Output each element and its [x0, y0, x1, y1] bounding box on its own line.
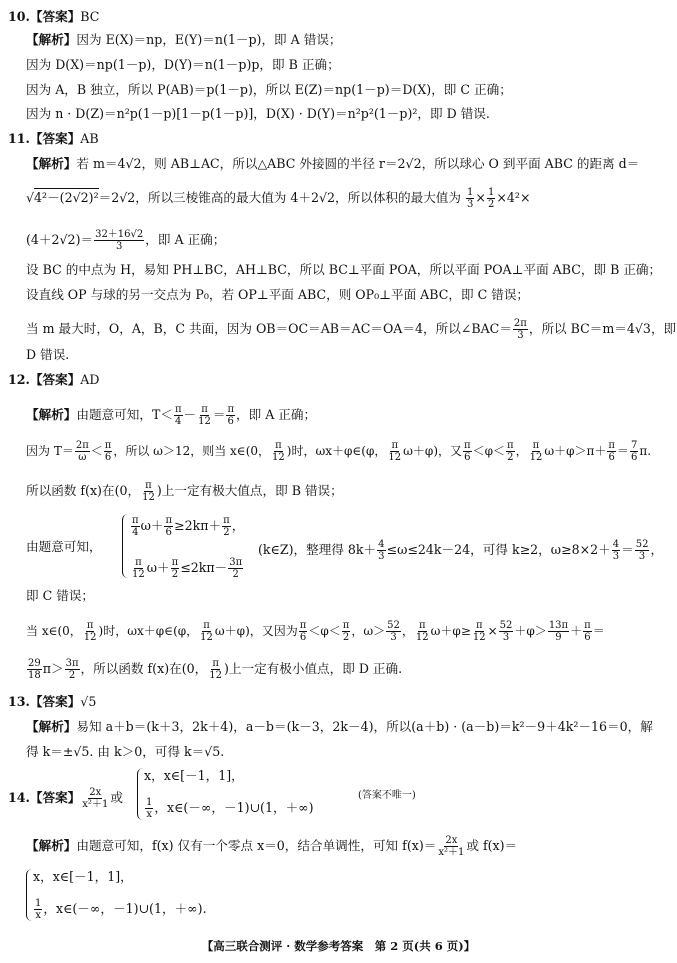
q10-analysis-4: 因为 n · D(Z)＝n²p(1－p)[1－p(1－p)]，D(X) · D(Y)＝n²p²(1－p)²，即 D 错误.	[26, 106, 490, 121]
q14-analysis-1: 【解析】由题意可知，f(x) 仅有一个零点 x＝0，结合单调性，可知 f(x)＝ $\frac{2x}{\text{x²＋1}}$ 或 f(x)＝	[26, 835, 518, 858]
q12-analysis-4-result: (k∈Z)，整理得 8k＋ $\frac{4}{3}$ ≤ω≤24k－24，可得 k≥2，ω≥8×2＋ $\frac{4}{3}$ ＝ $\frac{52}{3}$ ，	[258, 539, 664, 562]
brace	[137, 768, 143, 820]
brace	[122, 514, 129, 578]
q11-analysis-7: D 错误.	[26, 347, 70, 362]
q14-analysis-case-1: x，x∈[－1，1]，	[33, 869, 133, 884]
q12-analysis-5: 即 C 错误；	[26, 588, 95, 603]
q13-analysis-1: 【解析】易知 a＋b＝(k＋3，2k＋4)，a－b＝(k－3，2k－4)，所以(a＋b) · (a－b)＝k²－9＋4k²－16＝0，解	[26, 719, 653, 734]
q11-analysis-6: 当 m 最大时，O，A，B，C 共面，因为 OB＝OC＝AB＝AC＝OA＝4，所以∠BAC＝ $\frac{2\pi}{3}$ ，所以 BC＝m＝4√3，即	[26, 318, 677, 341]
q14-case-1: x，x∈[－1，1]，	[144, 768, 244, 783]
q12-line: 12.【答案】AD	[8, 372, 100, 387]
q10-line	[8, 9, 99, 25]
q10-analysis-1: 【解析】因为 E(X)＝np，E(Y)＝n(1－p)，即 A 错误；	[26, 32, 342, 47]
q10-answer-tag: 【答案】	[29, 9, 81, 24]
q14-note: (答案不唯一)	[358, 790, 416, 801]
q10-analysis-3: 因为 A，B 独立，所以 P(AB)＝p(1－p)，所以 E(Z)＝np(1－p)＝D(X)，即 C 正确；	[26, 82, 512, 97]
q10-analysis-tag: 【解析】	[26, 32, 77, 47]
q12-analysis-2: 因为 T＝ $\frac{2\pi}{\omega}$ ＜ $\frac{\pi}{6}$ ，所以 ω＞12，则当 x∈(0， $\frac{\pi}{12}$ )时，ωx＋φ∈(φ， $\frac{\pi}{12}$ ω＋φ)，又 $\frac{\pi}{6}$ ＜φ＜ $\frac{\pi}{2}$ ， $\frac{\pi}{12}$ ω＋φ＞π＋ $\frac{\pi}{6}$ ＝ $\frac{7}{6}$ π.	[26, 440, 652, 463]
q11-analysis-4: 设 BC 的中点为 H，易知 PH⊥BC，AH⊥BC，所以 BC⊥平面 POA，所以平面 POA⊥平面 ABC，即 B 正确；	[26, 262, 662, 277]
q12-analysis-7: $\frac{29}{18}$ π＞ $\frac{3\pi}{2}$ ，所以函数 f(x)在(0， $\frac{\pi}{12}$ )上一定有极小值点，即 D 正确.	[28, 658, 403, 681]
q14-analysis-case-2: $\frac{1}{x}$ ，x∈(－∞，－1)∪(1，＋∞).	[35, 898, 207, 921]
q10-analysis-2: 因为 D(X)＝np(1－p)，D(Y)＝n(1－p)p，即 B 正确；	[26, 57, 340, 72]
sqrt-expression: 4²－(2√2)²	[34, 190, 99, 205]
q13-analysis-2: 得 k＝±√5. 由 k＞0，可得 k＝√5.	[26, 744, 225, 759]
q12-analysis-3: 所以函数 f(x)在(0， $\frac{\pi}{12}$ )上一定有极大值点，即 B 错误；	[26, 480, 343, 503]
brace	[26, 869, 32, 921]
q11-line: 11.【答案】AB	[8, 131, 99, 146]
q13-line: 13.【答案】√5	[8, 694, 97, 709]
q11-analysis-1: 【解析】若 m＝4√2，则 AB⊥AC，所以△ABC 外接圆的半径 r＝2√2，所以球心 O 到平面 ABC 的距离 d＝	[26, 156, 640, 171]
q12-analysis-6: 当 x∈(0， $\frac{\pi}{12}$ )时，ωx＋φ∈(φ， $\frac{\pi}{12}$ ω＋φ)，又因为 $\frac{\pi}{6}$ ＜φ＜ $\frac{\pi}{2}$ ，ω＞ $\frac{52}{3}$ ， $\frac{\pi}{12}$ ω＋φ≥ $\frac{\pi}{12}$ × $\frac{52}{3}$ ＋φ＞ $\frac{13\pi}{9}$ ＋ $\frac{\pi}{6}$ ＝	[26, 620, 605, 643]
q12-analysis-1: 【解析】由题意可知，T＜ $\frac{\pi}{4}$ － $\frac{\pi}{12}$ ＝ $\frac{\pi}{6}$ ，即 A 正确；	[26, 404, 317, 427]
page-footer: 【高三联合测评 · 数学参考答案 第 2 页(共 6 页)】	[201, 939, 476, 953]
q10-answer: BC	[80, 9, 100, 24]
q10-number: 10.	[8, 9, 30, 24]
q11-analysis-2: √4²－(2√2)²＝2√2，所以三棱锥高的最大值为 4＋2√2，所以体积的最大值为 $\frac{1}{3}$ × $\frac{1}{2}$ ×4²×	[26, 187, 531, 210]
q11-analysis-3: (4＋2√2)＝ $\frac{32+16√2}{3}$ ，即 A 正确；	[26, 229, 226, 252]
q12-analysis-4-label: 由题意可知，	[26, 539, 102, 554]
q11-analysis-5: 设直线 OP 与球的另一交点为 P₀，若 OP⊥平面 ABC，则 OP₀⊥平面 ABC，即 C 错误；	[26, 287, 530, 302]
q12-answer: AD	[80, 372, 100, 387]
system-line-2: $\frac{\pi}{12}$ ω＋ $\frac{\pi}{2}$ ≤2kπ－ $\frac{3\pi}{2}$	[132, 557, 243, 580]
q14-line: 14.【答案】 $\frac{2x}{\text{x²＋1}}$ 或	[8, 787, 123, 810]
system-line-1: $\frac{\pi}{4}$ ω＋ $\frac{\pi}{6}$ ≥2kπ＋ $\frac{\pi}{2}$ ，	[132, 515, 245, 538]
q11-answer: AB	[80, 131, 99, 146]
q13-answer: √5	[80, 694, 97, 709]
q14-case-2: $\frac{1}{x}$ ，x∈(－∞，－1)∪(1，＋∞)	[146, 797, 314, 820]
